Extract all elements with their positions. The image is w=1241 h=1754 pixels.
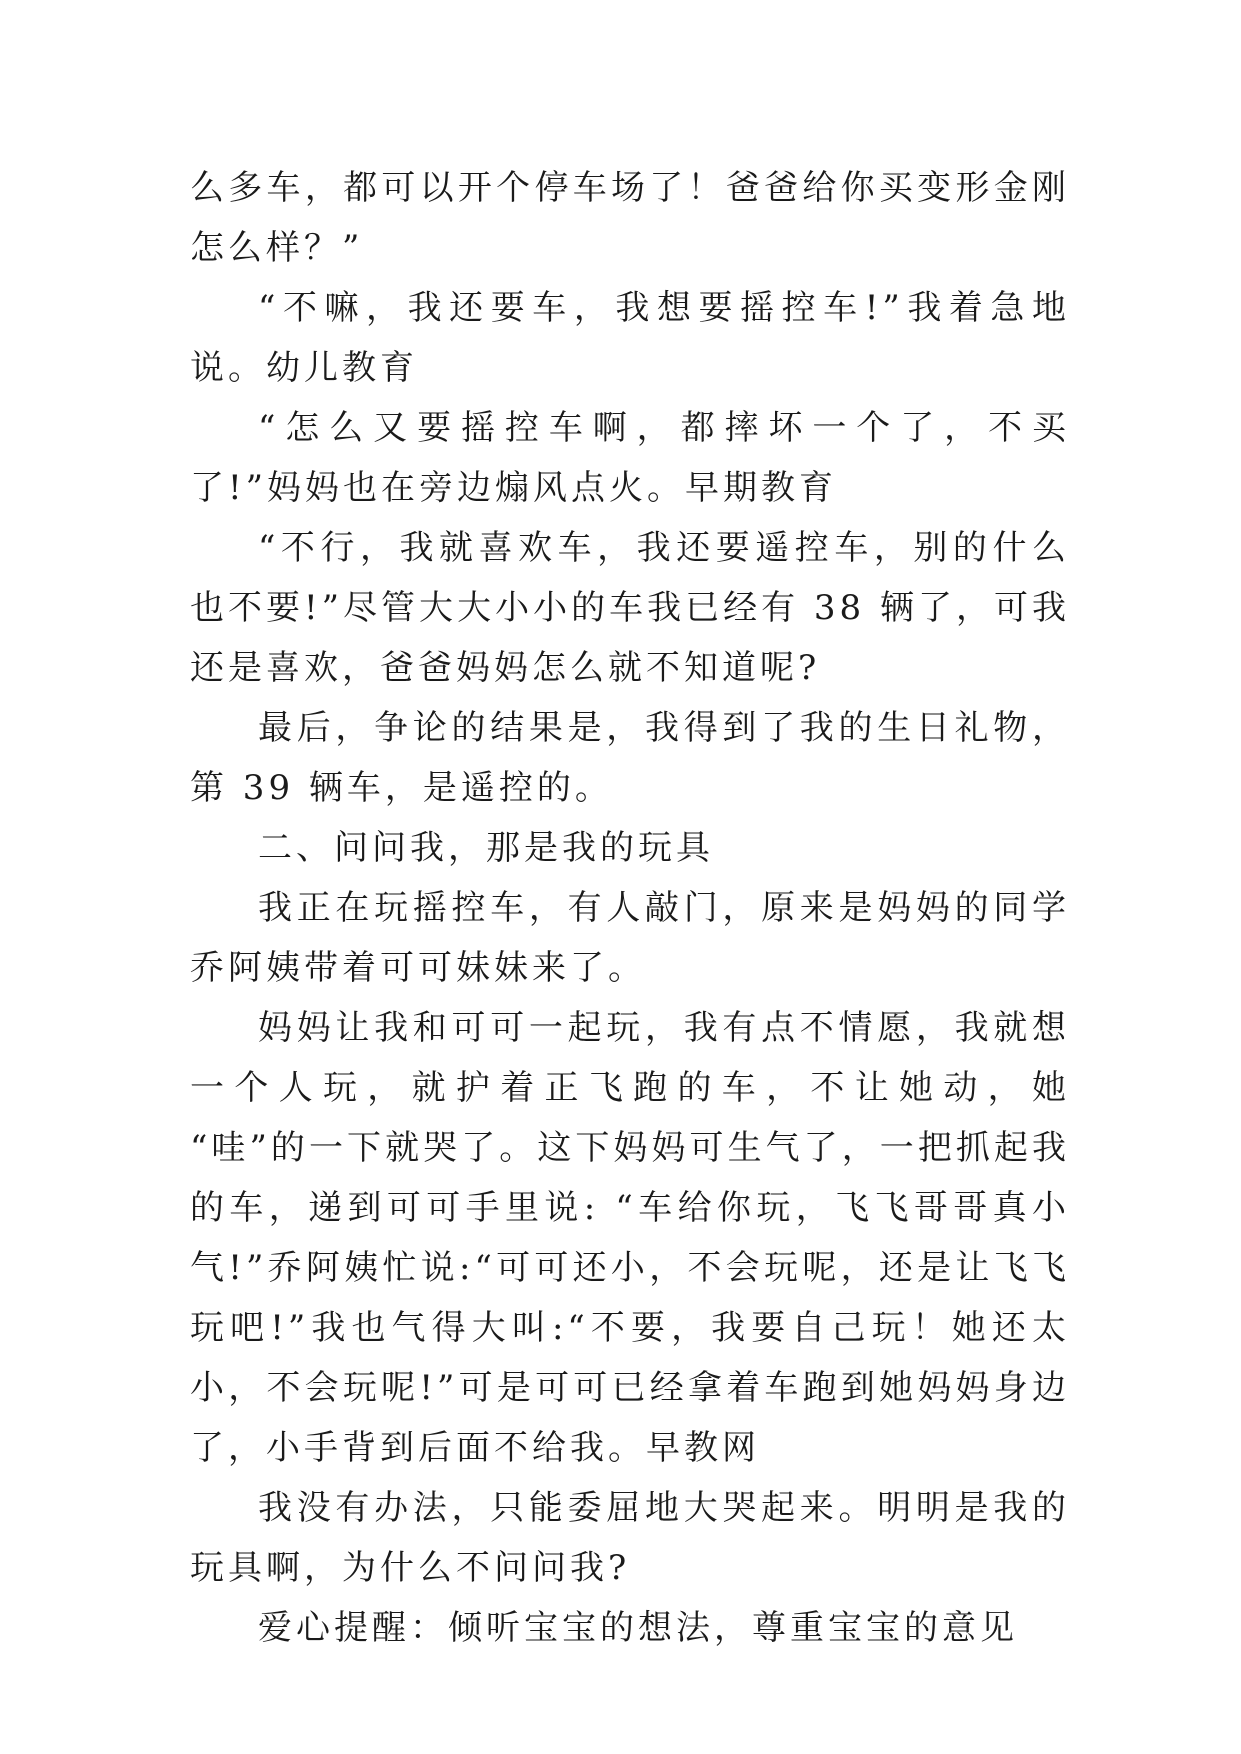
paragraph: 么多车，都可以开个停车场了！爸爸给你买变形金刚怎么样？” (190, 168, 1070, 268)
paragraph: 妈妈让我和可可一起玩，我有点不情愿，我就想一个人玩，就护着正飞跑的车，不让她动，她 “哇”的一下就哭了。这下妈妈可生气了，一把抓起我的车，递到可可手里说: “车给你玩，飞飞哥哥真小气!”乔阿姨忙说:“可可还小，不会玩呢，还是让飞飞玩吧!”我也气得大叫:“不要，我要自己玩！她还太小，不会玩呢!”可是可可已经拿着车跑到她妈妈身边了，小手背到后面不给我。早教网 (190, 1008, 1070, 1468)
paragraph: “不嘛，我还要车，我想要摇控车!”我着急地说。幼儿教育 (190, 288, 1070, 388)
document-body (190, 158, 1070, 1658)
paragraph: “不行，我就喜欢车，我还要遥控车，别的什么也不要!”尽管大大小小的车我已经有 38 辆了，可我还是喜欢，爸爸妈妈怎么就不知道呢? (190, 528, 1070, 688)
section-heading: 二、问问我，那是我的玩具 (258, 828, 714, 868)
paragraph: 我没有办法，只能委屈地大哭起来。明明是我的玩具啊，为什么不问问我? (190, 1488, 1070, 1588)
paragraph: 爱心提醒：倾听宝宝的想法，尊重宝宝的意见 (258, 1608, 1018, 1648)
paragraph: “怎么又要摇控车啊，都摔坏一个了，不买了!”妈妈也在旁边煽风点火。早期教育 (190, 408, 1070, 508)
paragraph: 我正在玩摇控车，有人敲门，原来是妈妈的同学乔阿姨带着可可妹妹来了。 (190, 888, 1070, 988)
paragraph: 最后，争论的结果是，我得到了我的生日礼物，第 39 辆车，是遥控的。 (190, 708, 1070, 808)
